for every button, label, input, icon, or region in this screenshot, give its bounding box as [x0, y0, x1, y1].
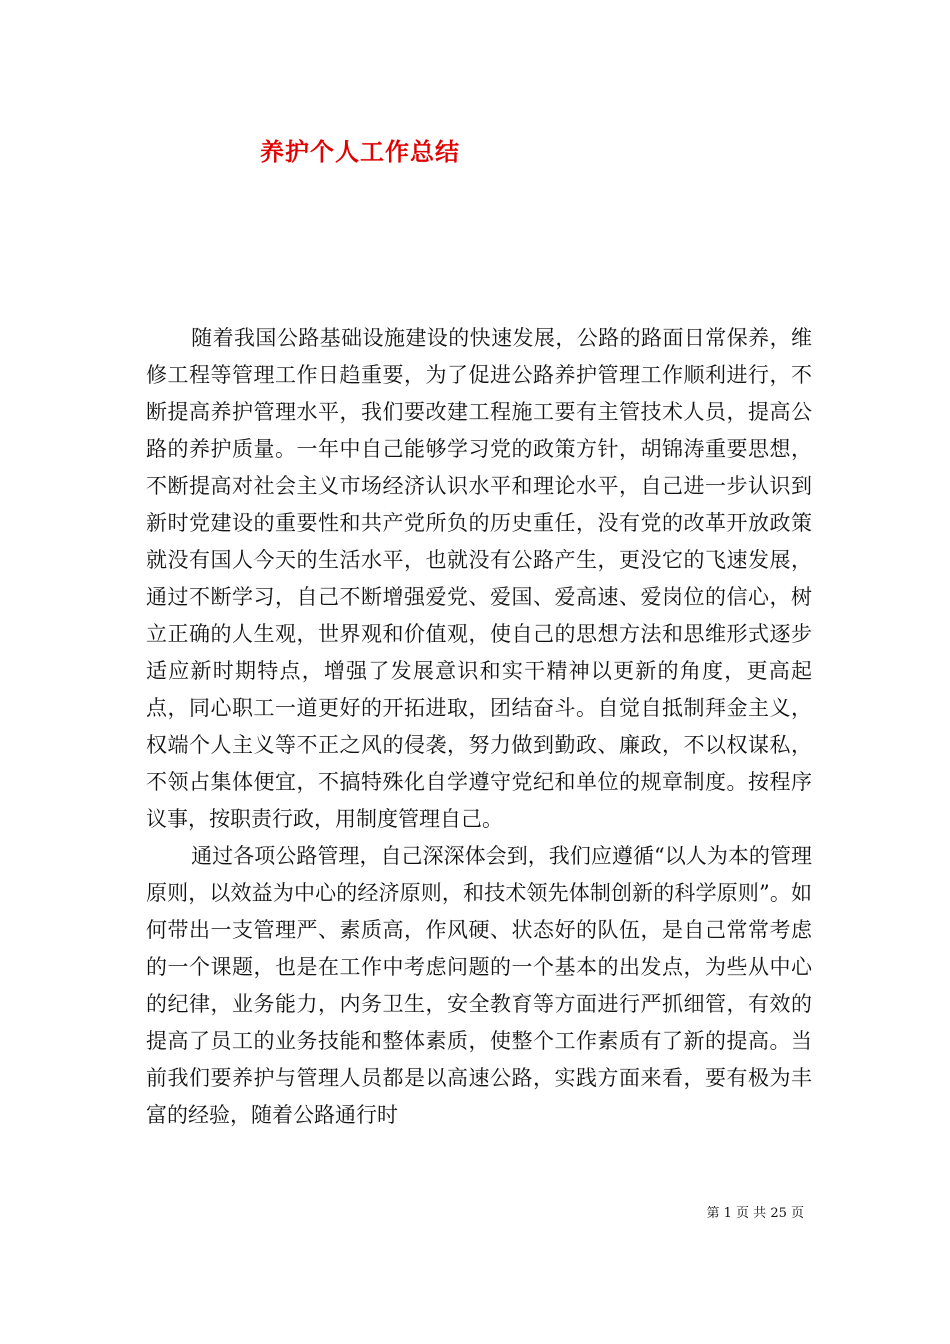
page-number-footer: 第 1 页 共 25 页 — [706, 1206, 804, 1221]
document-body — [146, 320, 812, 1134]
paragraph-2: 通过各项公路管理，自己深深体会到，我们应遵循“以人为本的管理原则，以效益为中心的经济原则，和技术领先体制创新的科学原则”。如何带出一支管理严、素质高，作风硬、状态好的队伍，是自己常常考虑的一个课题，也是在工作中考虑问题的一个基本的出发点，为些从中心的纪律，业务能力，内务卫生，安全教育等方面进行严抓细管，有效的提高了员工的业务技能和整体素质，使整个工作素质有了新的提高。当前我们要养护与管理人员都是以高速公路，实践方面来看，要有极为丰富的经验，随着公路通行时 — [146, 844, 812, 1127]
document-title: 养护个人工作总结 — [260, 137, 460, 166]
paragraph-1: 随着我国公路基础设施建设的快速发展，公路的路面日常保养，维修工程等管理工作日趋重要，为了促进公路养护管理工作顺利进行，不断提高养护管理水平，我们要改建工程施工要有主管技术人员，提高公路的养护质量。一年中自己能够学习党的政策方针，胡锦涛重要思想，不断提高对社会主义市场经济认识水平和理论水平，自己进一步认识到新时党建设的重要性和共产党所负的历史重任，没有党的改革开放政策就没有国人今天的生活水平，也就没有公路产生，更没它的飞速发展，通过不断学习，自己不断增强爱党、爱国、爱高速、爱岗位的信心，树立正确的人生观，世界观和价值观，使自己的思想方法和思维形式逐步适应新时期特点，增强了发展意识和实干精神以更新的角度，更高起点，同心职工一道更好的开拓进取，团结奋斗。自觉自抵制拜金主义，权端个人主义等不正之风的侵袭，努力做到勤政、廉政，不以权谋私，不领占集体便宜，不搞特殊化自学遵守党纪和单位的规章制度。按程序议事，按职责行政，用制度管理自己。 — [146, 326, 812, 831]
